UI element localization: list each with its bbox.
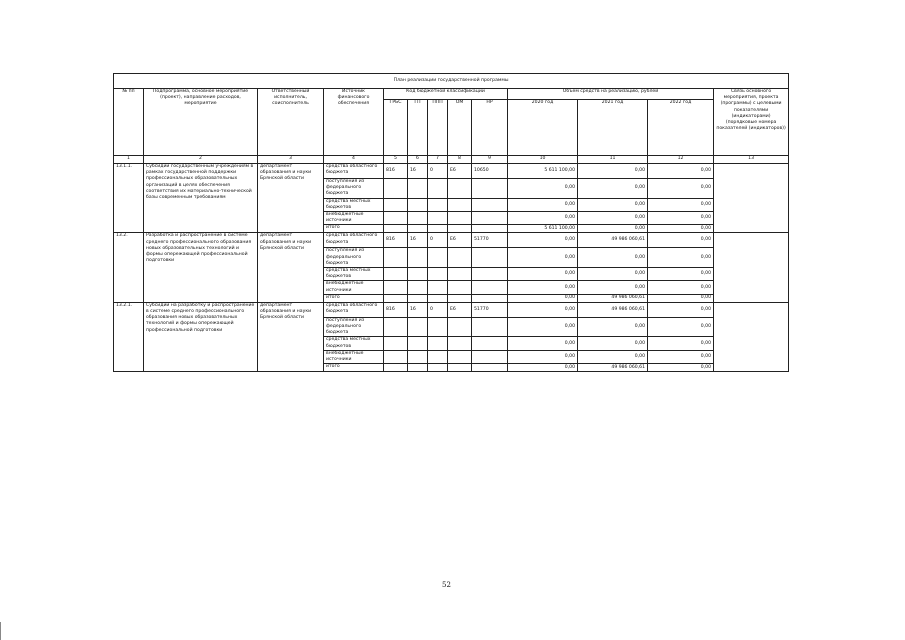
column-number: 5 — [384, 156, 408, 164]
funding-source: средства областного бюджета — [324, 302, 384, 317]
header-num: № пп — [114, 89, 144, 156]
amount-cell: 0,00 — [648, 294, 714, 302]
table-row — [114, 164, 789, 179]
budget-code-cell — [408, 317, 428, 337]
row-number: 13.2.1. — [114, 302, 144, 371]
funding-source: поступления из федерального бюджета — [324, 317, 384, 337]
budget-code-cell: 51770 — [472, 233, 508, 248]
table-row — [114, 233, 789, 248]
scan-edge-mark — [0, 622, 1, 640]
amount-cell: 49 986 060,61 — [578, 294, 648, 302]
amount-cell: 0,00 — [508, 302, 578, 317]
funding-source: средства областного бюджета — [324, 233, 384, 248]
amount-cell: 0,00 — [578, 268, 648, 281]
budget-code-cell — [472, 337, 508, 350]
budget-code-cell — [384, 317, 408, 337]
activity-name: Разработка и распространение в системе среднего профессионального образования новых образовательных технологий и формы опережающей профессиональной подготовки — [144, 233, 258, 302]
budget-code-cell — [384, 268, 408, 281]
budget-code-cell — [384, 225, 408, 233]
amount-cell: 0,00 — [578, 350, 648, 363]
budget-code-cell: 816 — [384, 164, 408, 179]
budget-code-cell — [384, 212, 408, 225]
amount-cell: 0,00 — [578, 225, 648, 233]
amount-cell: 0,00 — [648, 317, 714, 337]
amount-cell: 0,00 — [508, 212, 578, 225]
budget-code-cell — [472, 248, 508, 268]
budget-code-cell — [428, 364, 448, 372]
page-number: 52 — [442, 581, 451, 589]
funding-source: внебюджетные источники — [324, 350, 384, 363]
budget-code-cell — [428, 212, 448, 225]
table-row — [114, 302, 789, 317]
funding-source: итого — [324, 225, 384, 233]
budget-code-cell — [428, 268, 448, 281]
budget-code-cell — [384, 198, 408, 211]
budget-code-cell — [384, 179, 408, 199]
budget-code-cell — [472, 268, 508, 281]
budget-code-cell: 51770 — [472, 302, 508, 317]
budget-code-cell — [384, 281, 408, 294]
budget-code-cell: 16 — [408, 233, 428, 248]
budget-code-cell: Е6 — [448, 233, 472, 248]
amount-cell: 0,00 — [508, 268, 578, 281]
budget-code-cell — [408, 337, 428, 350]
budget-code-cell — [428, 179, 448, 199]
funding-source: средства областного бюджета — [324, 164, 384, 179]
header-subprogram: Подпрограмма, основное мероприятие (проект), направление расходов, мероприятие — [144, 89, 258, 156]
column-number: 13 — [714, 156, 789, 164]
amount-cell: 0,00 — [508, 198, 578, 211]
amount-cell: 0,00 — [508, 233, 578, 248]
amount-cell: 0,00 — [578, 179, 648, 199]
budget-code-cell — [428, 281, 448, 294]
amount-cell: 0,00 — [508, 337, 578, 350]
amount-cell: 0,00 — [508, 364, 578, 372]
column-number: 3 — [258, 156, 324, 164]
amount-cell: 0,00 — [578, 198, 648, 211]
column-number-row — [114, 156, 789, 164]
amount-cell: 0,00 — [508, 350, 578, 363]
amount-cell: 0,00 — [648, 302, 714, 317]
column-number: 11 — [578, 156, 648, 164]
budget-code-cell — [448, 337, 472, 350]
budget-code-cell — [448, 317, 472, 337]
budget-code-cell — [448, 281, 472, 294]
amount-cell: 0,00 — [508, 317, 578, 337]
budget-code-cell — [408, 198, 428, 211]
amount-cell: 0,00 — [648, 212, 714, 225]
amount-cell: 5 611 100,00 — [508, 164, 578, 179]
budget-code-cell — [384, 364, 408, 372]
budget-code-cell — [408, 225, 428, 233]
budget-code-cell — [428, 225, 448, 233]
budget-code-cell — [408, 294, 428, 302]
funding-source: средства местных бюджетов — [324, 268, 384, 281]
budget-code-cell — [428, 198, 448, 211]
budget-code-cell: 816 — [384, 302, 408, 317]
budget-code-cell: 816 — [384, 233, 408, 248]
row-number: 13.2. — [114, 233, 144, 302]
column-number: 1 — [114, 156, 144, 164]
header-volume: Объём средств на реализацию, рублей — [508, 89, 714, 100]
header-grbs: ГРБС — [384, 100, 408, 156]
funding-source: поступления из федерального бюджета — [324, 248, 384, 268]
budget-code-cell — [408, 212, 428, 225]
indicator-link-cell — [714, 302, 789, 371]
budget-code-cell: 10650 — [472, 164, 508, 179]
amount-cell: 0,00 — [508, 294, 578, 302]
amount-cell: 0,00 — [508, 179, 578, 199]
budget-code-cell: 0 — [428, 164, 448, 179]
funding-source: поступления из федерального бюджета — [324, 179, 384, 199]
budget-code-cell — [448, 350, 472, 363]
budget-code-cell — [408, 248, 428, 268]
column-number: 12 — [648, 156, 714, 164]
budget-code-cell — [472, 198, 508, 211]
budget-code-cell — [408, 350, 428, 363]
header-nr: НР — [472, 100, 508, 156]
budget-code-cell: Е6 — [448, 302, 472, 317]
amount-cell: 0,00 — [648, 164, 714, 179]
amount-cell: 0,00 — [578, 337, 648, 350]
amount-cell: 0,00 — [648, 248, 714, 268]
budget-code-cell: 0 — [428, 233, 448, 248]
header-responsible: Ответственный исполнитель, соисполнитель — [258, 89, 324, 156]
budget-code-cell — [472, 294, 508, 302]
column-number: 9 — [472, 156, 508, 164]
column-number: 6 — [408, 156, 428, 164]
header-ppp: ППП — [428, 100, 448, 156]
budget-code-cell — [408, 179, 428, 199]
budget-code-cell — [472, 212, 508, 225]
budget-code-cell: 0 — [428, 302, 448, 317]
budget-code-cell — [428, 317, 448, 337]
amount-cell: 0,00 — [648, 233, 714, 248]
budget-code-cell — [448, 294, 472, 302]
amount-cell: 5 611 100,00 — [508, 225, 578, 233]
header-indicator-link: Связь основного мероприятия, проекта (программы) с целевыми показателями (индикаторами) (порядковые номера показателей (индикаторов)) — [714, 89, 789, 156]
budget-code-cell — [428, 294, 448, 302]
amount-cell: 0,00 — [648, 337, 714, 350]
indicator-link-cell — [714, 233, 789, 302]
budget-code-cell — [408, 281, 428, 294]
responsible-executor: департамент образования и науки Брянской области — [258, 164, 324, 233]
header-budget-code: Код бюджетной классификации — [384, 89, 508, 100]
budget-code-cell — [448, 268, 472, 281]
header-source: Источник финансового обеспечения — [324, 89, 384, 156]
budget-code-cell — [384, 248, 408, 268]
activity-name: Субсидии государственным учреждениям в рамках государственной поддержки профессиональных образовательных организаций в целях обеспечения соответствия их материально-технической базы современным требованиям — [144, 164, 258, 233]
budget-code-cell — [448, 198, 472, 211]
header-year-2022: 2022 год — [648, 100, 714, 156]
amount-cell: 0,00 — [648, 350, 714, 363]
budget-code-cell — [472, 281, 508, 294]
funding-source: средства местных бюджетов — [324, 337, 384, 350]
budget-code-cell — [472, 350, 508, 363]
amount-cell: 0,00 — [578, 212, 648, 225]
budget-code-cell — [384, 337, 408, 350]
budget-code-cell — [448, 179, 472, 199]
budget-code-cell — [472, 179, 508, 199]
amount-cell: 0,00 — [648, 179, 714, 199]
header-year-2021: 2021 год — [578, 100, 648, 156]
funding-source: итого — [324, 294, 384, 302]
amount-cell: 0,00 — [648, 364, 714, 372]
budget-code-cell — [472, 317, 508, 337]
amount-cell: 0,00 — [648, 198, 714, 211]
budget-code-cell — [448, 364, 472, 372]
budget-code-cell — [448, 248, 472, 268]
budget-code-cell — [448, 225, 472, 233]
budget-code-cell — [472, 364, 508, 372]
amount-cell: 0,00 — [508, 281, 578, 294]
budget-code-cell — [384, 350, 408, 363]
amount-cell: 49 986 060,61 — [578, 364, 648, 372]
budget-code-cell — [428, 350, 448, 363]
budget-code-cell: 16 — [408, 164, 428, 179]
column-number: 10 — [508, 156, 578, 164]
plan-title: План реализации государственной программы — [114, 74, 789, 89]
program-plan-table — [113, 73, 789, 372]
amount-cell: 49 986 060,61 — [578, 233, 648, 248]
amount-cell: 0,00 — [508, 248, 578, 268]
column-number: 8 — [448, 156, 472, 164]
amount-cell: 49 986 060,61 — [578, 302, 648, 317]
budget-code-cell — [384, 294, 408, 302]
amount-cell: 0,00 — [578, 317, 648, 337]
budget-code-cell — [428, 337, 448, 350]
column-number: 2 — [144, 156, 258, 164]
amount-cell: 0,00 — [578, 248, 648, 268]
column-number: 7 — [428, 156, 448, 164]
responsible-executor: департамент образования и науки Брянской области — [258, 302, 324, 371]
funding-source: итого — [324, 364, 384, 372]
budget-code-cell — [408, 364, 428, 372]
indicator-link-cell — [714, 164, 789, 233]
budget-code-cell — [428, 248, 448, 268]
budget-code-cell — [448, 212, 472, 225]
header-gp: ГП — [408, 100, 428, 156]
budget-code-cell: 16 — [408, 302, 428, 317]
funding-source: средства местных бюджетов — [324, 198, 384, 211]
row-number: 13.1.1. — [114, 164, 144, 233]
amount-cell: 0,00 — [578, 164, 648, 179]
funding-source: внебюджетные источники — [324, 212, 384, 225]
budget-code-cell — [408, 268, 428, 281]
activity-name: Субсидии на разработку и распространение в системе среднего профессионального образования новых образовательных технологий и формы опережающей профессиональной подготовки — [144, 302, 258, 371]
amount-cell: 0,00 — [648, 281, 714, 294]
header-om: ОМ — [448, 100, 472, 156]
amount-cell: 0,00 — [648, 268, 714, 281]
responsible-executor: департамент образования и науки Брянской области — [258, 233, 324, 302]
amount-cell: 0,00 — [648, 225, 714, 233]
amount-cell: 0,00 — [578, 281, 648, 294]
header-year-2020: 2020 год — [508, 100, 578, 156]
funding-source: внебюджетные источники — [324, 281, 384, 294]
column-number: 4 — [324, 156, 384, 164]
budget-code-cell: Е6 — [448, 164, 472, 179]
budget-code-cell — [472, 225, 508, 233]
